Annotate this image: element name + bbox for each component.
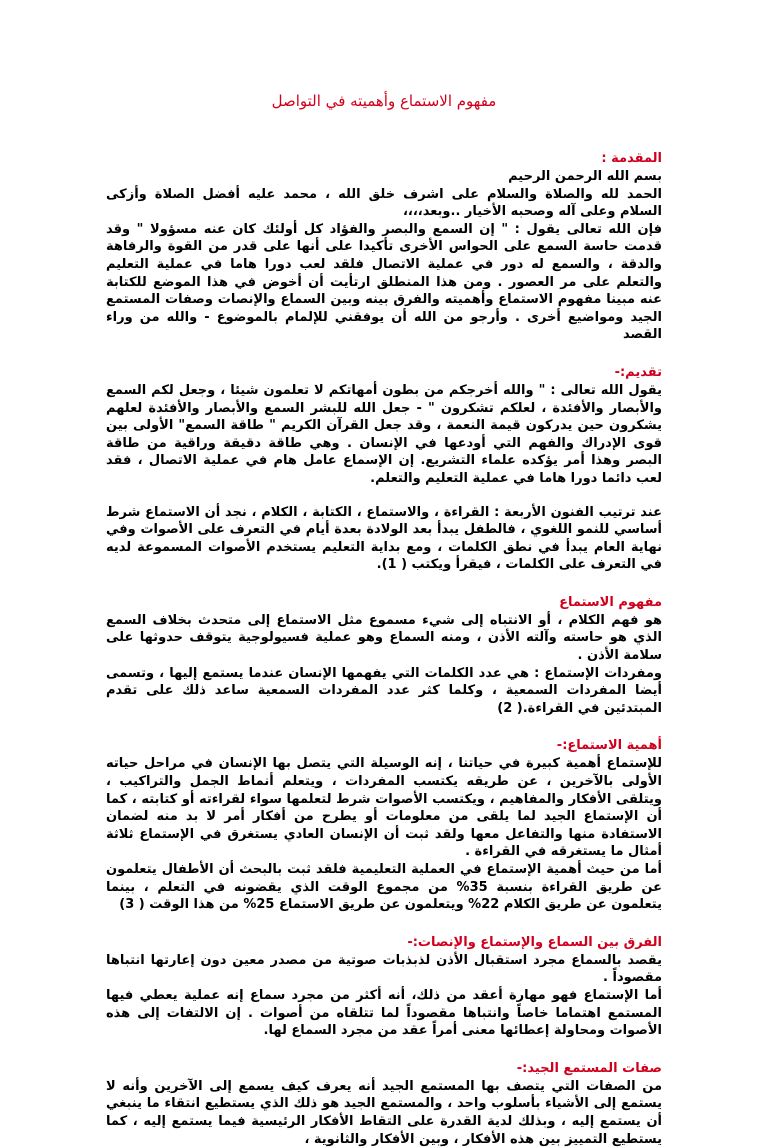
section-heading: أهمية الاستماع:-	[556, 738, 662, 754]
document-title: مفهوم الاستماع وأهميته في التواصل	[271, 92, 497, 110]
paragraph: ومفردات الإستماع : هي عدد الكلمات التي يفهمها الإنسان عندما يستمع إليها ، وتسمى أيضا المفردات السمعية ، وكلما كثر عدد المفردات السمعية ساعد ذلك على تقدم المبتدئين في القراءة.( 2)	[106, 665, 662, 716]
paragraph: يقول الله تعالى : " والله أخرجكم من بطون أمهاتكم لا تعلمون شيئا ، وجعل لكم السمع والأبصار والأفئدة ، لعلكم تشكرون " - جعل الله للبشر السمع والأبصار والأفئدة لعلهم يشكرون حين يدركون قيمة النعمة ، وقد جعل القرآن الكريم " طاقة السمع" الأولى بين قوى الإدراك والفهم التي أودعها في الإنسان . وهي طاقة دقيقة وراقية من طاقة البصر وهذا أمر يؤكده علماء التشريع. إن الإسماع عامل هام في عملية الاتصال ، فقد لعب دائما دورا هاما في عملية التعليم والتعلم.	[106, 382, 662, 486]
paragraph: الحمد لله والصلاة والسلام على اشرف خلق الله ، محمد عليه أفضل الصلاة وأزكى السلام وعلى آله وصحبه الأخيار ..وبعد،،،،	[106, 186, 662, 220]
section-heading: تقديم:-	[614, 364, 662, 380]
section-preface	[106, 364, 662, 574]
section-heading: المقدمة :	[601, 151, 662, 166]
section-introduction	[106, 150, 662, 344]
paragraph: من الصفات التي يتصف بها المستمع الجيد أنه يعرف كيف يسمع إلى الآخرين وأنه لا يستمع إلى الأشياء بأسلوب واحد ، والمستمع الجيد هو ذلك الذي يستطيع انتقاء ما ينبغي أن يستمع إليه ، وبذلك لدية القدرة على التقاط الأفكار الرئيسية فيما يستمع إليه ، كما يستطيع التمييز بين هذه الأفكار ، وبين الأفكار والثانوية ،	[106, 1078, 662, 1147]
paragraph: للإستماع أهمية كبيرة في حياتنا ، إنه الوسيلة التي يتصل بها الإنسان في مراحل حياته الأولى بالآخرين ، عن طريقه يكتسب المفردات ، ويتعلم أنماط الجمل والتراكيب ، ويتلقى الأفكار والمفاهيم ، ويكتسب الأصوات شرط لتعلمها سواء لقراءته أو كتابته ، كما أن الإستماع الجيد لما يلقى من معلومات أو يطرح من أفكار أمر لا بد منه لضمان الاستفادة منها والتفاعل معها ولقد ثبت أن الإنسان العادي يستغرق في الإستماع ثلاثة أمثال ما يستغرقه في القراءة .	[106, 756, 662, 860]
section-heading: صفات المستمع الجيد:-	[516, 1060, 662, 1076]
paragraph: يقصد بالسماع مجرد استقبال الأذن لذبذبات صوتية من مصدر معين دون إعارتها انتباها مقصوداً .	[106, 952, 662, 986]
paragraph: عند ترتيب الفنون الأربعة : القراءة ، والاستماع ، الكتابة ، الكلام ، نجد أن الاستماع شرط أساسي للنمو اللغوي ، فالطفل يبدأ بعد الولادة بعدة أيام في التعرف على الأصوات وفي نهاية العام يبدأ في نطق الكلمات ، ومع بداية التعليم يستخدم الأصوات المسموعة لديه في التعرف على الكلمات ، فيقرأ ويكتب ( 1).	[106, 504, 662, 573]
section-good-listener	[106, 1060, 662, 1148]
paragraph: أما الإستماع فهو مهارة أعقد من ذلك، أنه أكثر من مجرد سماع إنه عملية يعطي فيها المستمع اهتماما خاصاً وانتباها مقصوداً لما تتلقاه من أصوات . إن الالتفات إلى هذه الأصوات ومحاولة إعطائها معنى أمراً عقد من مجرد السماع لها.	[106, 987, 662, 1039]
section-heading: الفرق بين السماع والإستماع والإنصات:-	[407, 934, 662, 950]
section-listening-concept	[106, 594, 662, 718]
section-heading: مفهوم الاستماع	[559, 594, 662, 610]
paragraph: بسم الله الرحمن الرحيم	[508, 169, 662, 184]
paragraph: فإن الله تعالى يقول : " إن السمع والبصر والفؤاد كل أولئك كان عنه مسؤولا " وقد قدمت حاسة السمع على الحواس الأخرى تأكيدا على أنها على قدر من القوة والرفاهة والدقة ، والسمع له دور في عملية الاتصال فلقد لعب دورا هاما في عملية التعليم والتعلم على مر العصور . ومن هذا المنطلق ارتأيت أن أخوض في هذا الموضع للكتابة عنه مبينا مفهوم الاستماع وأهميته والفرق بينه وبين السماع والإنصات وصفات المستمع الجيد ومواضيع أخرى . وأرجو من الله أن يوفقني للإلمام بالموضوع - والله من وراء القصد	[106, 221, 662, 343]
paragraph: هو فهم الكلام ، أو الانتباه إلى شيء مسموع مثل الاستماع إلى متحدث بخلاف السمع الذي هو حاسته وآلته الأذن ، ومنه السماع وهو عملية فسيولوجية يتوقف حدوثها على سلامة الأذن .	[106, 612, 662, 664]
paragraph: أما من حيث أهمية الإستماع في العملية التعليمية فلقد ثبت بالبحث أن الأطفال يتعلمون عن طريق القراءة بنسبة 35% من مجموع الوقت الذي يقضونه في التعلم ، بينما يتعلمون عن طريق الكلام 22% ويتعلمون عن طريق الاستماع 25% من هذا الوقت ( 3)	[106, 862, 662, 913]
section-listening-importance	[106, 737, 662, 913]
